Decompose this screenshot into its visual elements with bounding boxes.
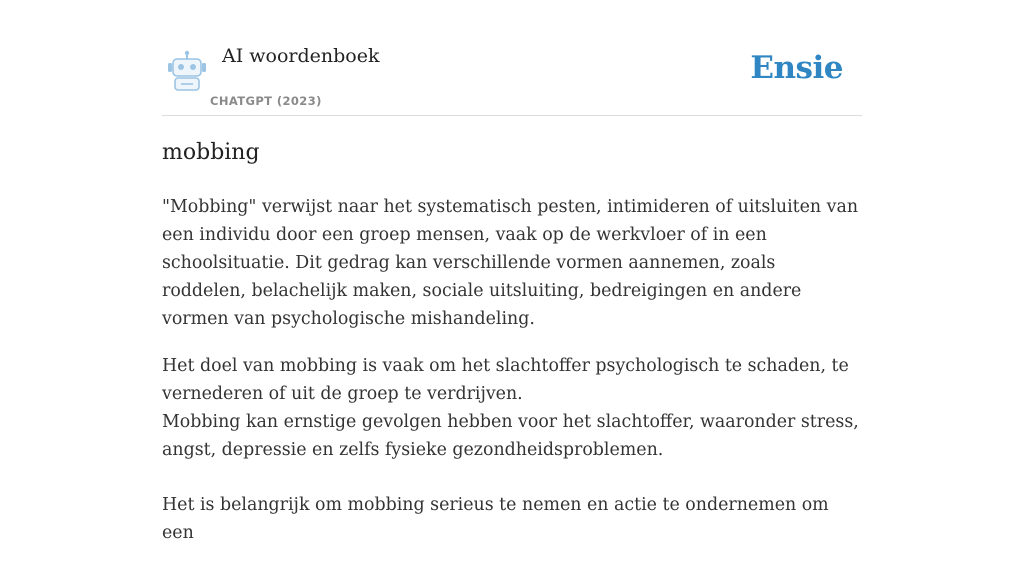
brand-logo[interactable]: Ensie	[750, 50, 843, 86]
definition-paragraph: Het is belangrijk om mobbing serieus te nemen en actie te ondernemen om een	[162, 495, 829, 543]
dictionary-name[interactable]: AI woordenboek	[222, 45, 380, 67]
definition-card	[162, 0, 862, 543]
entry-term: mobbing	[162, 140, 260, 165]
entry-definition	[162, 193, 862, 566]
source-label: CHATGPT (2023)	[210, 94, 322, 108]
definition-paragraph: Mobbing kan ernstige gevolgen hebben voor het slachtoffer, waaronder stress, angst, depressie en zelfs fysieke gezondheidsproblemen.	[162, 412, 859, 460]
robot-icon	[166, 50, 208, 92]
card-header	[162, 0, 862, 116]
definition-paragraph: "Mobbing" verwijst naar het systematisch pesten, intimideren of uitsluiten van een individu door een groep mensen, vaak op de werkvloer of in een schoolsituatie. Dit gedrag kan verschillende vormen aannemen, zoals roddelen, belachelijk maken, sociale uitsluiting, bedreigingen en andere vormen van psychologische mishandeling.	[162, 197, 859, 329]
definition-paragraph: Het doel van mobbing is vaak om het slachtoffer psychologisch te schaden, te vernederen of uit de groep te verdrijven.	[162, 356, 849, 404]
